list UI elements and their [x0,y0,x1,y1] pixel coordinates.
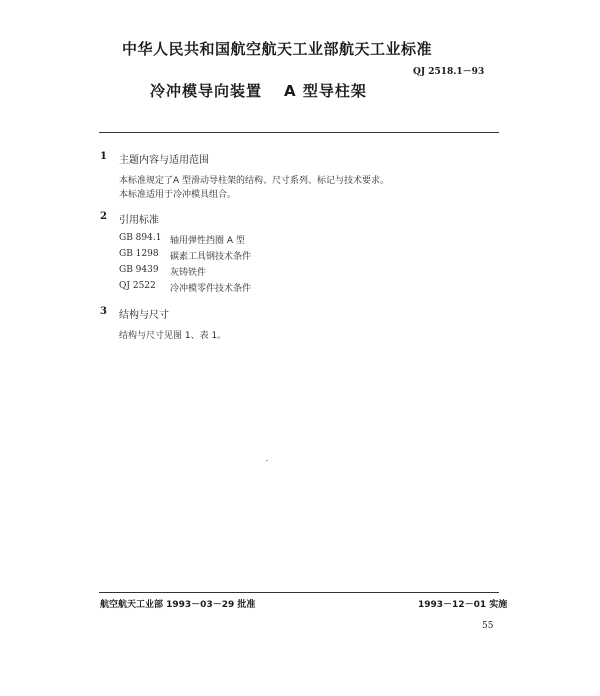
approval-date: 航空航天工业部 1993－03－29 批准 [100,600,256,610]
reference-code: GB 894.1 [119,233,162,243]
reference-code: GB 9439 [119,265,159,275]
section-1-paragraph-2: 本标准适用于冷冲模具组合。 [119,190,237,200]
ministry-standard-heading: 中华人民共和国航空航天工业部航天工业标准 [122,40,433,58]
section-3-number: 3 [100,306,107,317]
document-title [150,80,367,101]
section-2-number: 2 [100,211,107,222]
section-1-heading: 主题内容与适用范围 [119,155,209,166]
reference-name: 碳素工具钢技术条件 [170,252,252,262]
footer-rule [99,592,499,593]
standard-number: QJ 2518.1－93 [413,67,485,77]
reference-name: 冷冲模零件技术条件 [170,284,252,294]
scan-speck [266,460,268,461]
title-sub: A 型导柱架 [284,82,367,100]
title-main: 冷冲模导向装置 [150,82,263,100]
reference-name: 轴用弹性挡圈 A 型 [170,236,245,246]
header-rule [99,132,499,133]
section-1-paragraph-1: 本标准规定了A 型滑动导柱架的结构、尺寸系列、标记与技术要求。 [119,176,390,186]
reference-name: 灰铸铁件 [170,268,207,278]
section-3-heading: 结构与尺寸 [119,310,169,321]
implementation-date: 1993－12－01 实施 [418,600,508,610]
section-3-paragraph-1: 结构与尺寸见图 1、表 1。 [119,331,227,341]
page-number: 55 [482,621,494,631]
section-2-heading: 引用标准 [119,215,159,226]
reference-code: QJ 2522 [119,281,156,291]
section-1-number: 1 [100,151,107,162]
reference-code: GB 1298 [119,249,159,259]
